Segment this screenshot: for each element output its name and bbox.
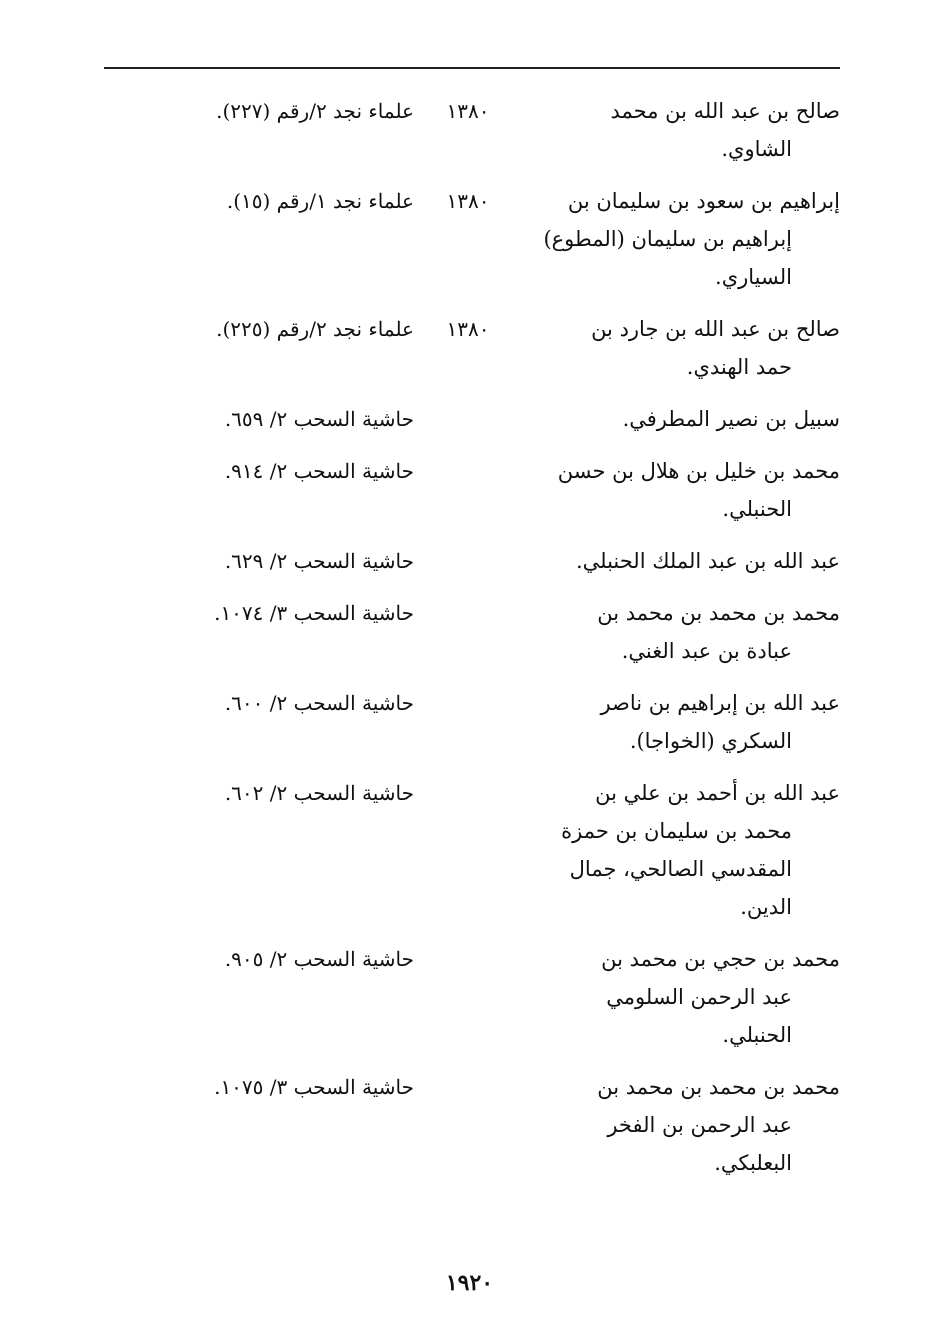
entry-name-line: الشاوي. <box>721 137 792 161</box>
entry-row <box>104 310 840 386</box>
entry-year <box>418 452 518 528</box>
page-number: ١٩٢٠ <box>445 1270 494 1296</box>
entry-name-line: السكري (الخواجا). <box>629 729 792 753</box>
entry-name <box>518 684 840 760</box>
entry-row <box>104 452 840 528</box>
entry-name-line: عبد الله بن أحمد بن علي بن <box>595 781 840 805</box>
entry-name-line: سبيل بن نصير المطرفي. <box>622 407 840 431</box>
entry-name-line: إبراهيم بن سعود بن سليمان بن <box>567 189 840 213</box>
entry-row <box>104 774 840 926</box>
entry-year <box>418 940 518 1054</box>
entry-name-line: صالح بن عبد الله بن جارد بن <box>591 317 840 341</box>
entry-name-line: الدين. <box>740 895 792 919</box>
entry-row <box>104 182 840 296</box>
entry-name <box>518 182 840 296</box>
entry-name-line: محمد بن سليمان بن حمزة <box>561 819 792 843</box>
entry-row <box>104 542 840 580</box>
entry-name-line: الحنبلي. <box>722 1023 792 1047</box>
entry-row <box>104 92 840 168</box>
entry-name-line: حمد الهندي. <box>686 355 792 379</box>
entry-source: حاشية السحب ٢/ ٦٠٠. <box>224 691 414 715</box>
entry-name-line: محمد بن حجي بن محمد بن <box>601 947 840 971</box>
entry-name <box>518 594 840 670</box>
entry-year: ١٣٨٠ <box>446 99 490 123</box>
entry-name <box>518 92 840 168</box>
entry-name-line: السياري. <box>715 265 792 289</box>
entry-source: حاشية السحب ٢/ ٦٢٩. <box>224 549 414 573</box>
entry-year <box>418 400 518 438</box>
entry-year: ١٣٨٠ <box>446 317 490 341</box>
entry-name-line: عبادة بن عبد الغني. <box>621 639 792 663</box>
entry-name <box>518 310 840 386</box>
entry-name <box>518 452 840 528</box>
entry-name <box>518 400 840 438</box>
entry-row <box>104 940 840 1054</box>
entry-row <box>104 1068 840 1182</box>
entry-name-line: محمد بن محمد بن محمد بن <box>597 1075 840 1099</box>
header-rule <box>104 67 840 69</box>
entry-row <box>104 400 840 438</box>
entry-name-line: البعلبكي. <box>714 1151 792 1175</box>
entry-name-line: عبد الله بن عبد الملك الحنبلي. <box>575 549 840 573</box>
entry-source: حاشية السحب ٢/ ٦٥٩. <box>224 407 414 431</box>
entry-year <box>418 594 518 670</box>
biography-list <box>104 92 840 1196</box>
entry-source: علماء نجد ٢/رقم (٢٢٧). <box>216 99 414 123</box>
entry-row <box>104 684 840 760</box>
entry-name <box>518 940 840 1054</box>
entry-source: حاشية السحب ٣/ ١٠٧٤. <box>214 601 414 625</box>
entry-source: علماء نجد ١/رقم (١٥). <box>226 189 414 213</box>
entry-source: حاشية السحب ٢/ ٩١٤. <box>224 459 414 483</box>
entry-source: علماء نجد ٢/رقم (٢٢٥). <box>216 317 414 341</box>
entry-year <box>418 684 518 760</box>
entry-name-line: محمد بن محمد بن محمد بن <box>597 601 840 625</box>
entry-name-line: عبد الله بن إبراهيم بن ناصر <box>600 691 840 715</box>
entry-year <box>418 1068 518 1182</box>
entry-source: حاشية السحب ٢/ ٩٠٥. <box>224 947 414 971</box>
entry-name <box>518 1068 840 1182</box>
entry-source: حاشية السحب ٣/ ١٠٧٥. <box>214 1075 414 1099</box>
entry-year <box>418 542 518 580</box>
entry-name <box>518 542 840 580</box>
entry-name-line: صالح بن عبد الله بن محمد <box>610 99 840 123</box>
entry-name-line: عبد الرحمن بن الفخر <box>607 1113 792 1137</box>
entry-row <box>104 594 840 670</box>
entry-year <box>418 774 518 926</box>
entry-year: ١٣٨٠ <box>446 189 490 213</box>
entry-name-line: عبد الرحمن السلومي <box>606 985 792 1009</box>
entry-name-line: إبراهيم بن سليمان (المطوع) <box>543 227 792 251</box>
entry-name-line: الحنبلي. <box>722 497 792 521</box>
entry-name-line: محمد بن خليل بن هلال بن حسن <box>557 459 840 483</box>
entry-name <box>518 774 840 926</box>
entry-name-line: المقدسي الصالحي، جمال <box>569 857 792 881</box>
entry-source: حاشية السحب ٢/ ٦٠٢. <box>224 781 414 805</box>
